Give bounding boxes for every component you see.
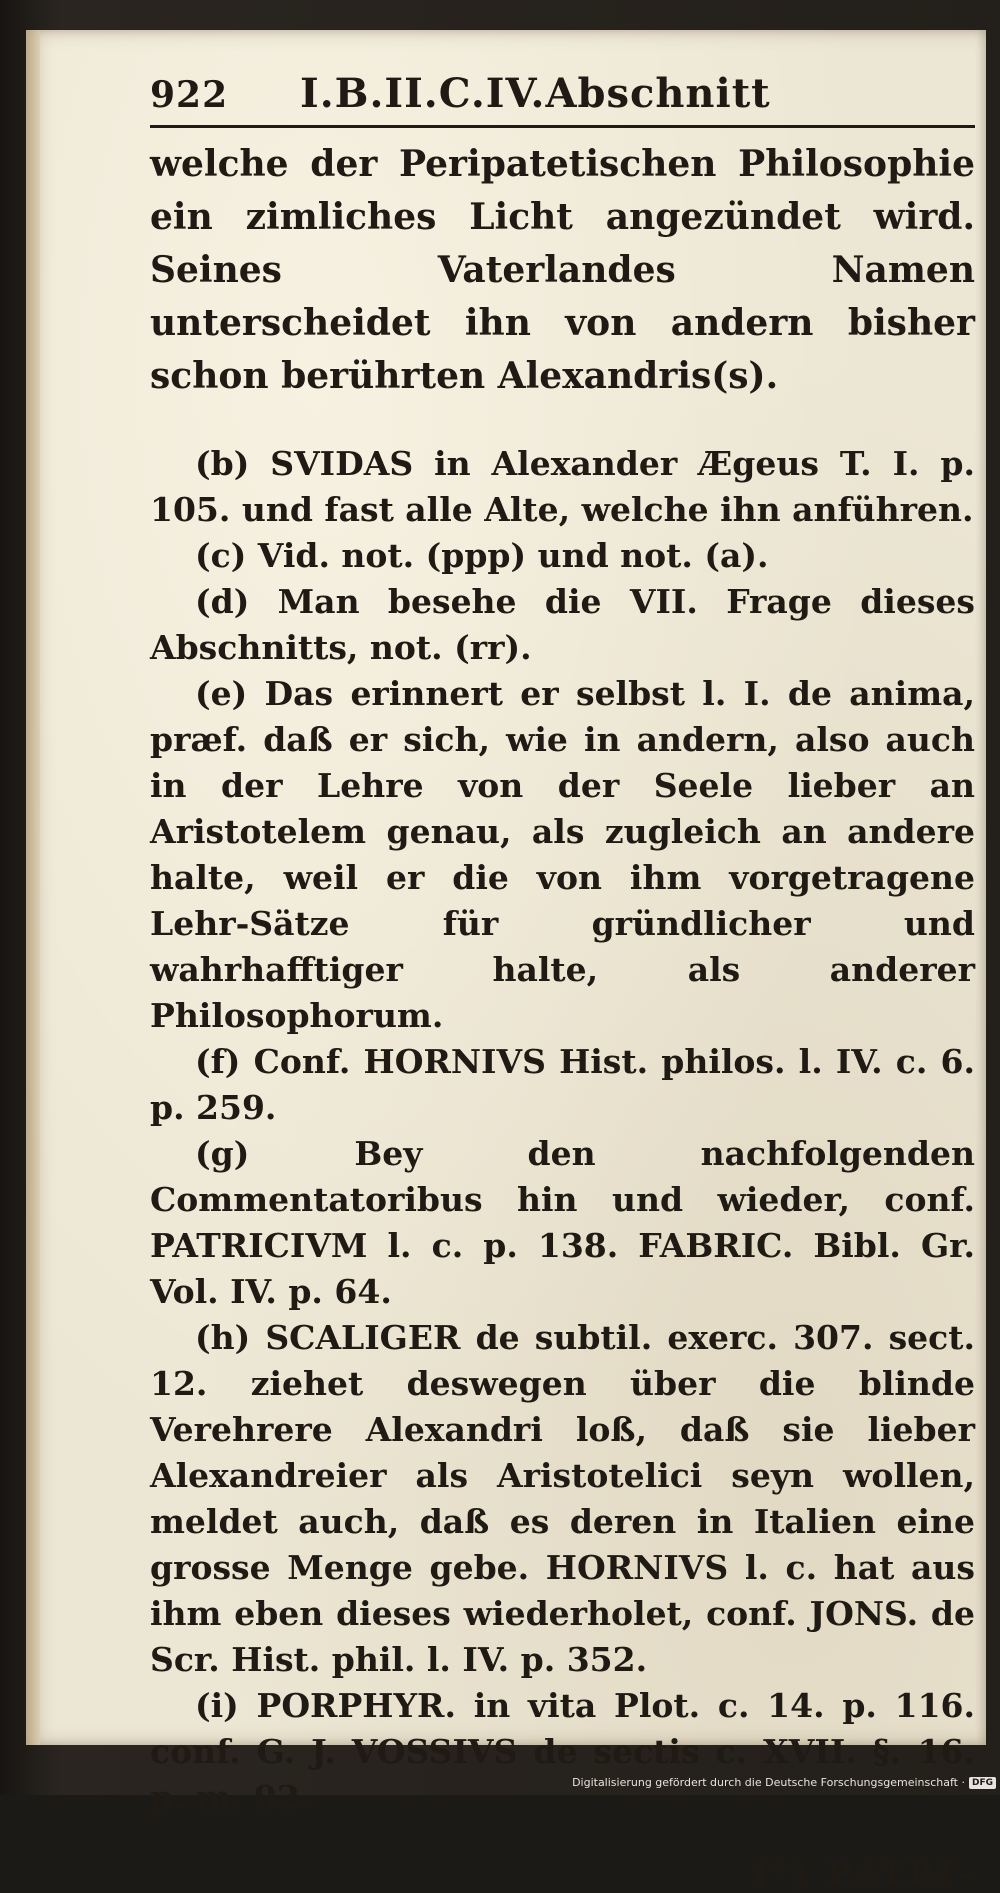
body-paragraph: welche der Peripatetischen Philosophie ein zimliches Licht angezündet wird. Seines Vaterlandes Namen unterscheidet ihn von andern bisher schon berührten Alexandris(s).: [150, 138, 975, 403]
footnote-d: (d) Man besehe die VII. Frage dieses Abschnitts, not. (rr).: [150, 579, 975, 671]
digitization-credit: [572, 1776, 996, 1789]
credit-text: Digitalisierung gefördert durch die Deutsche Forschungsgemeinschaft ·: [572, 1776, 965, 1789]
footnotes: [150, 441, 975, 1821]
catchword: (*) PATRI-: [150, 1855, 975, 1893]
page-number: 922: [150, 74, 300, 116]
footnote-c: (c) Vid. not. (ppp) und not. (a).: [150, 533, 975, 579]
footnote-f: (f) Conf. HORNIVS Hist. philos. l. IV. c. 6. p. 259.: [150, 1039, 975, 1131]
footnote-i: (i) PORPHYR. in vita Plot. c. 14. p. 116. conf. G. J. VOSSIVS de sectis c. XVII. §. 16. p. m. 92.: [150, 1683, 975, 1821]
page-content: [150, 70, 975, 1893]
running-head: I.B.II.C.IV.Abschnitt: [300, 70, 771, 117]
page-header: [150, 70, 975, 123]
page-gutter-shadow: [26, 30, 40, 1745]
footnote-h: (h) SCALIGER de subtil. exerc. 307. sect. 12. ziehet deswegen über die blinde Verehrere Alexandri loß, daß sie lieber Alexandreier als Aristotelici seyn wollen, meldet auch, daß es deren in Italien eine grosse Menge gebe. HORNIVS l. c. hat aus ihm eben dieses wiederholet, conf. JONS. de Scr. Hist. phil. l. IV. p. 352.: [150, 1315, 975, 1683]
footnote-g: (g) Bey den nachfolgenden Commentatoribus hin und wieder, conf. PATRICIVM l. c. p. 138. FABRIC. Bibl. Gr. Vol. IV. p. 64.: [150, 1131, 975, 1315]
footnote-b: (b) SVIDAS in Alexander Ægeus T. I. p. 105. und fast alle Alte, welche ihn anführen.: [150, 441, 975, 533]
header-rule: [150, 125, 975, 128]
dfg-logo: DFG: [969, 1777, 996, 1789]
footnote-e: (e) Das erinnert er selbst l. I. de anima, præf. daß er sich, wie in andern, also auch in der Lehre von der Seele lieber an Aristotelem genau, als zugleich an andere halte, weil er die von ihm vorgetragene Lehr-Sätze für gründlicher und wahrhafftiger halte, als anderer Philosophorum.: [150, 671, 975, 1039]
